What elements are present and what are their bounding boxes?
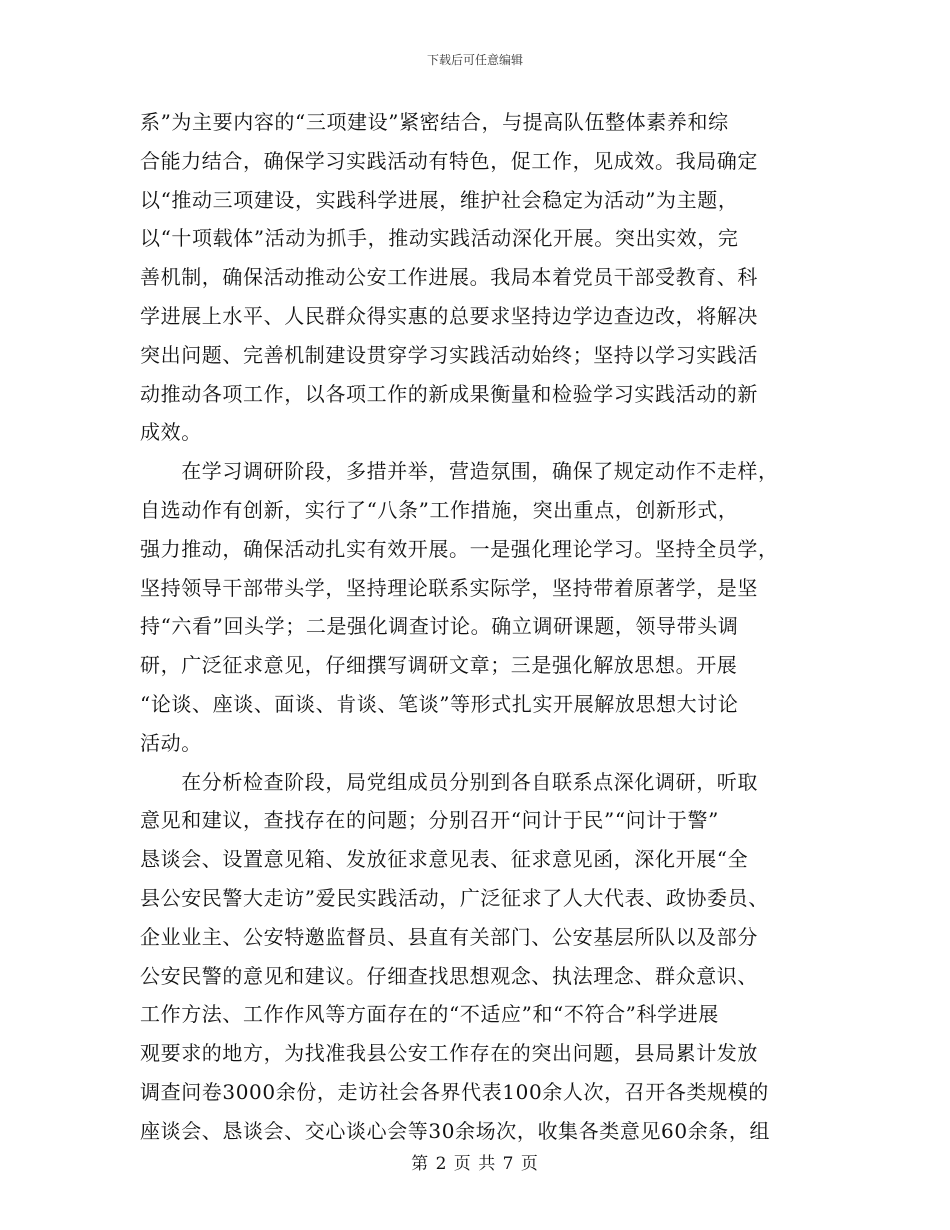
text-line: 意见和建议，查找存在的问题；分别召开“问计于民”“问计于警”	[140, 808, 719, 833]
text-line: 工作方法、工作作风等方面存在的“不适应”和“不符合”科学进展	[140, 1002, 719, 1027]
text-line: 以“十项载体”活动为抓手，推动实践活动深化开展。突出实效，完	[140, 226, 739, 251]
text-line: 自选动作有创新，实行了“八条”工作措施，突出重点，创新形式，	[140, 497, 739, 522]
page-number: 第 2 页 共 7 页	[411, 1154, 539, 1174]
text-line: 系”为主要内容的“三项建设”紧密结合，与提高队伍整体素养和综	[140, 110, 729, 134]
text-line: 县公安民警大走访”爱民实践活动，广泛征求了人大代表、政协委员、	[140, 885, 769, 910]
text-line: 善机制，确保活动推动公安工作进展。我局本着党员干部受教育、科	[140, 265, 758, 290]
text-line: 座谈会、恳谈会、交心谈心会等30余场次，收集各类意见60余条，组	[140, 1118, 771, 1143]
text-line: “论谈、座谈、面谈、肯谈、笔谈”等形式扎实开展解放思想大讨论	[140, 691, 739, 716]
text-line: 在分析检查阶段，局党组成员分别到各自联系点深化调研，听取	[140, 769, 758, 794]
text-line: 坚持领导干部带头学，坚持理论联系实际学，坚持带着原著学，是坚	[140, 575, 758, 600]
text-line: 企业业主、公安特邀监督员、县直有关部门、公安基层所队以及部分	[140, 924, 758, 949]
text-line: 持“六看”回头学；二是强化调查讨论。确立调研课题，领导带头调	[140, 614, 739, 639]
text-line: 活动。	[140, 730, 202, 755]
text-line: 突出问题、完善机制建设贯穿学习实践活动始终；坚持以学习实践活	[140, 342, 758, 367]
text-line: 合能力结合，确保学习实践活动有特色，促工作，见成效。我局确定	[140, 148, 758, 173]
text-line: 恳谈会、设置意见箱、发放征求意见表、征求意见函，深化开展“全	[140, 847, 749, 872]
page-header: 下载后可任意编辑	[426, 53, 523, 67]
text-line: 强力推动，确保活动扎实有效开展。一是强化理论学习。坚持全员学，	[140, 536, 779, 561]
text-line: 研，广泛征求意见，仔细撰写调研文章；三是强化解放思想。开展	[140, 653, 738, 678]
text-line: 在学习调研阶段，多措并举，营造氛围，确保了规定动作不走样，	[140, 459, 779, 484]
text-line: 调查问卷3000余份，走访社会各界代表100余人次，召开各类规模的	[140, 1079, 769, 1104]
text-line: 学进展上水平、人民群众得实惠的总要求坚持边学边查边改，将解决	[140, 303, 758, 328]
text-line: 成效。	[140, 420, 202, 445]
text-line: 以“推动三项建设，实践科学进展，维护社会稳定为活动”为主题，	[140, 187, 739, 212]
text-line: 观要求的地方，为找准我县公安工作存在的突出问题，县局累计发放	[140, 1041, 758, 1066]
text-line: 公安民警的意见和建议。仔细查找思想观念、执法理念、群众意识、	[140, 963, 758, 988]
document-body	[140, 103, 810, 1151]
text-line: 动推动各项工作，以各项工作的新成果衡量和检验学习实践活动的新	[140, 381, 758, 406]
